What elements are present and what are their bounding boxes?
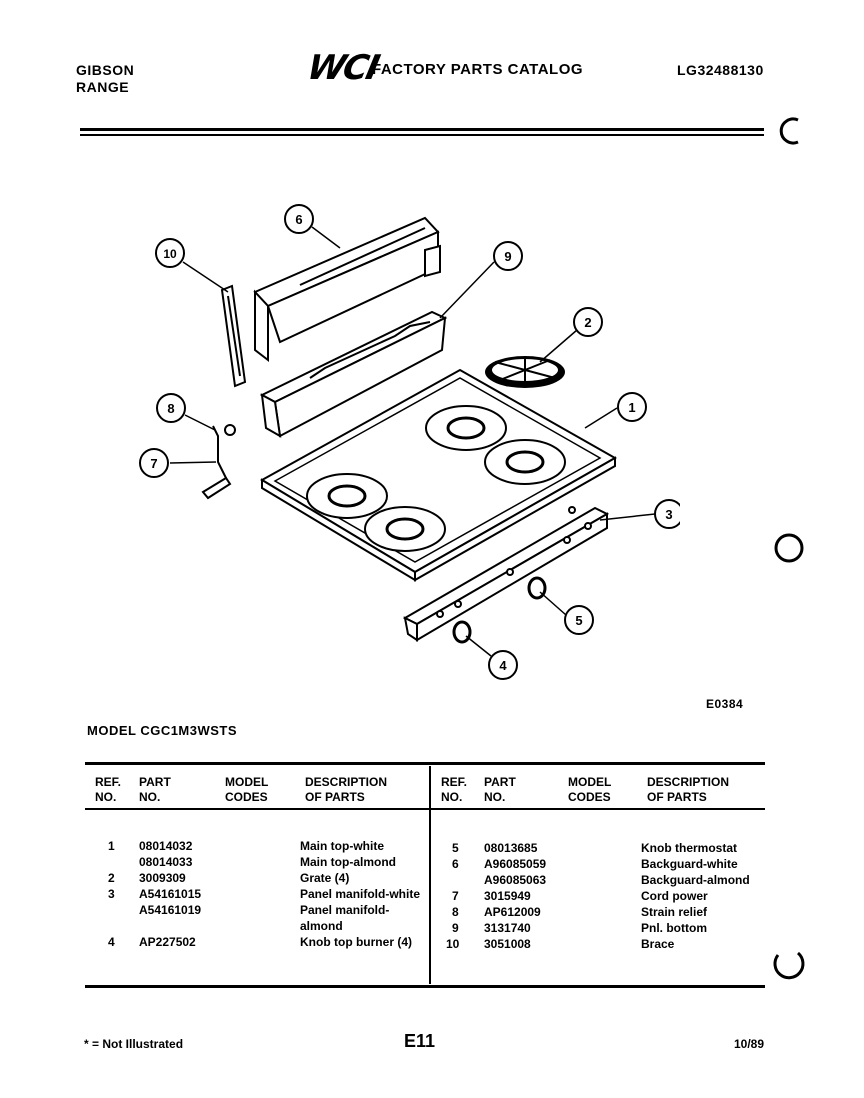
part-cell: 08013685 — [484, 841, 538, 855]
part-cell: 08014033 — [139, 855, 193, 869]
table-rule-top — [85, 762, 765, 765]
ref-cell: 3 — [108, 887, 115, 901]
header-description: DESCRIPTION OF PARTS — [305, 775, 388, 804]
part-cell: 08014032 — [139, 839, 193, 853]
callout-label: 4 — [499, 658, 507, 673]
callout-label: 2 — [584, 315, 592, 330]
ref-cell: 10 — [446, 937, 460, 951]
desc-cell: Cord power — [641, 889, 708, 903]
callout-label: 10 — [163, 247, 177, 261]
binder-hole-icon — [770, 530, 810, 570]
header-description: DESCRIPTION OF PARTS — [647, 775, 730, 804]
part-cell: 3051008 — [484, 937, 531, 951]
not-illustrated-note: * = Not Illustrated — [84, 1037, 184, 1051]
part-cell: A96085059 — [484, 857, 547, 871]
page-number: E11 — [404, 1031, 436, 1051]
callout-label: 3 — [665, 507, 673, 522]
binder-hole-icon — [768, 945, 808, 985]
exploded-parts-diagram — [120, 195, 680, 695]
callout-label: 8 — [167, 401, 175, 416]
header-ref: REF. NO. — [95, 775, 122, 804]
desc-cell: Backguard-almond — [641, 873, 750, 887]
part-cell: AP612009 — [484, 905, 541, 919]
ref-cell: 1 — [108, 839, 115, 853]
table-header-rule — [85, 808, 765, 810]
part-cell: AP227502 — [139, 935, 196, 949]
desc-cell: Main top-white — [300, 839, 384, 853]
desc-cell: Panel manifold- — [300, 903, 390, 917]
callout-label: 9 — [504, 249, 512, 264]
desc-cell: Pnl. bottom — [641, 921, 707, 935]
table-divider — [429, 766, 431, 984]
ref-cell: 4 — [108, 935, 115, 949]
header-part: PART NO. — [484, 775, 516, 804]
header-codes: MODEL CODES — [225, 775, 269, 804]
model-number: MODEL CGC1M3WSTS — [87, 723, 238, 738]
wci-logo: WCI — [303, 48, 382, 88]
catalog-number: LG32488130 — [677, 62, 764, 78]
catalog-title: FACTORY PARTS CATALOG — [372, 61, 584, 78]
product-name: RANGE — [76, 79, 130, 95]
callout-label: 5 — [575, 613, 583, 628]
desc-cell: Brace — [641, 937, 675, 951]
desc-cell: Main top-almond — [300, 855, 396, 869]
callout-label: 6 — [295, 212, 303, 227]
desc-cell: almond — [300, 919, 343, 933]
desc-cell: Strain relief — [641, 905, 708, 919]
revision-date: 10/89 — [734, 1037, 765, 1051]
brand-name: GIBSON — [76, 62, 135, 78]
part-cell: 3009309 — [139, 871, 186, 885]
part-cell: 3015949 — [484, 889, 531, 903]
ref-cell: 9 — [452, 921, 459, 935]
grate-part — [485, 356, 565, 388]
desc-cell: Backguard-white — [641, 857, 738, 871]
ref-cell: 2 — [108, 871, 115, 885]
header-ref: REF. NO. — [441, 775, 468, 804]
callout-label: 7 — [150, 456, 158, 471]
part-cell: A54161019 — [139, 903, 202, 917]
header-rule-top — [80, 128, 764, 131]
desc-cell: Knob top burner (4) — [300, 935, 412, 949]
binder-hole-icon — [770, 112, 810, 152]
table-rule-bottom — [85, 985, 765, 988]
header-part: PART NO. — [139, 775, 171, 804]
header-rule-bottom — [80, 134, 764, 136]
ref-cell: 7 — [452, 889, 459, 903]
desc-cell: Knob thermostat — [641, 841, 737, 855]
brace-part — [222, 286, 245, 386]
ref-cell: 8 — [452, 905, 459, 919]
desc-cell: Grate (4) — [300, 871, 350, 885]
part-cell: A54161015 — [139, 887, 202, 901]
ref-cell: 6 — [452, 857, 459, 871]
part-cell: A96085063 — [484, 873, 547, 887]
ref-cell: 5 — [452, 841, 459, 855]
desc-cell: Panel manifold-white — [300, 887, 421, 901]
part-cell: 3131740 — [484, 921, 531, 935]
header-codes: MODEL CODES — [568, 775, 612, 804]
callout-label: 1 — [628, 400, 636, 415]
figure-code: E0384 — [706, 697, 744, 711]
